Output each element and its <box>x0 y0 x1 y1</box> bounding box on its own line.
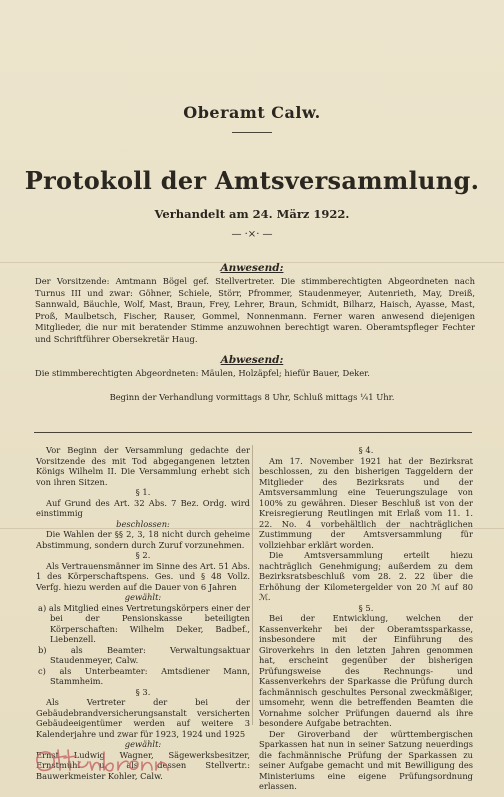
present-text: Der Vorsitzende: Amtmann Bögel gef. Stellvertreter. Die stimmberechtigten Abgeordneten nach Turnus III und zwar: Göhner, Schiele, Störr, Pfrommer, Staudenmeyer, Autenrieth, May, Dreiß, Sannwald, Bäuchle, Wolf, Mast, Braun, Frey, Lehrer, Braun, Schmidt, Bilharz, Haisch, Ayasse, Mast, Proß, Maulbetsch, Fischer, Rauser, Gommel, Nonnenmann. Ferner waren anwesend diejenigen Mitglieder, die nur mit beratender Stimme anzuwohnen berechtigt waren. Oberamtspfleger Fechter und Schriftführer Obersekretär Haug. <box>35 276 475 344</box>
section-1-heading: § 1. <box>135 487 151 497</box>
section-2-elected: gewählt: <box>124 592 162 602</box>
section-2-item-a: a) als Mitglied eines Vertretungskörpers einer der bei der Pensionskasse beteiligten Körperschaften: Wilhelm Deker, Badbef., Liebenzell. <box>38 602 250 644</box>
section-3-heading: § 3. <box>135 686 151 697</box>
section-1-text: Auf Grund des Art. 32 Abs. 7 Bez. Ordg. wird einstimmig <box>36 497 250 518</box>
section-3-names: Ernst Ludwig Wagner, Sägewerksbesitzer, Ernstmühl u. als dessen Stellvertr.: Bauwerkmeister Kohler, Calw. <box>36 749 250 781</box>
section-2-item-b: b) als Beamter: Verwaltungsaktuar Staudenmeyer, Calw. <box>38 644 250 665</box>
section-4-text-1: Am 17. November 1921 hat der Bezirksrat beschlossen, zu den bisherigen Taggeldern der Mitglieder des Bezirksrats und der Amtsversammlung eine Teuerungszulage von 100% zu gewähren. Dieser Beschluß ist von der Kreisregierung Reutlingen mit Erlaß vom 11. 1. 22. No. 4 vorbehältlich der nachträglichen Zustimmung der Amtsversammlung für vollziehbar erklärt worden. <box>259 455 473 550</box>
section-1-decision: Die Wahlen der §§ 2, 3, 18 nicht durch geheime Abstimmung, sondern durch Zuruf vorzunehmen. <box>36 529 250 550</box>
office-heading: Oberamt Calw. <box>183 103 321 122</box>
ornament-divider: — ·×· — <box>231 229 273 240</box>
absent-text: Die stimmberechtigten Abgeordneten: Mäulen, Holzäpfel; hiefür Bauer, Deker. <box>35 368 370 378</box>
section-2-item-c: c) als Unterbeamter: Amtsdiener Mann, Stammheim. <box>38 665 250 686</box>
heading-rule <box>232 132 272 133</box>
section-5-text-2: Der Giroverband der württembergischen Sparkassen hat nun in seiner Satzung neuerdings die fachmännische Prüfung der Sparkassen zu seiner Aufgabe gemacht und mit Bewilligung des Ministeriums eine eigene Prüfungsordnung erlassen. <box>259 728 473 791</box>
document-title: Protokoll der Amtsversammlung. <box>24 166 480 195</box>
section-4-heading: § 4. <box>358 445 374 455</box>
left-column <box>36 445 250 781</box>
column-divider <box>252 445 253 725</box>
intro-paragraph: Vor Beginn der Versammlung gedachte der Vorsitzende des mit Tod abgegangenen letzten Königs Wilhelm II. Die Versammlung erhebt sich von ihren Sitzen. <box>36 445 250 487</box>
document-date: Verhandelt am 24. März 1922. <box>154 207 350 221</box>
present-heading: Anwesend: <box>220 262 284 274</box>
absent-heading: Abwesend: <box>220 354 284 366</box>
session-times: Beginn der Verhandlung vormittags 8 Uhr, Schluß mittags ¼1 Uhr. <box>109 392 395 402</box>
section-5-text-1: Bei der Entwicklung, welchen der Kassenverkehr bei der Oberamtssparkasse, insbesondere mit der Einführung des Giroverkehrs in den letzten Jahren genommen hat, erscheint gegenüber der bisherigen Prüfungsweise des Rechnungs- und Kassenverkehrs der Sparkasse die Prüfung durch fachmännisch geschultes Personal zweckmäßiger, umsomehr, wenn die betreffenden Beamten die Vornahme solcher Prüfungen dauernd als ihre besondere Aufgabe betrachten. <box>259 613 473 728</box>
section-3-text: Als Vertreter der bei der Gebäudebrandversicherungsanstalt versicherten Gebäudeeigentümer werden auf weitere 3 Kalenderjahre und zwar für 1923, 1924 und 1925 <box>36 697 250 739</box>
section-3-elected: gewählt: <box>124 739 162 749</box>
section-rule <box>34 432 472 433</box>
right-column <box>259 445 473 792</box>
handwritten-signature <box>30 742 180 782</box>
section-1-decided: beschlossen: <box>116 518 170 529</box>
section-5-heading: § 5. <box>358 602 374 613</box>
section-2-text: Als Vertrauensmänner im Sinne des Art. 51 Abs. 1 des Körperschaftspens. Ges. und § 48 Vollz. Verfg. hiezu werden auf die Dauer von 6 Jahren <box>36 560 250 592</box>
section-2-heading: § 2. <box>135 550 151 560</box>
section-4-text-2: Die Amtsversammlung erteilt hiezu nachträglich Genehmigung; außerdem zu dem Bezirksratsbeschluß vom 28. 2. 22 über die Erhöhung der Kilometergelder von 20 ℳ auf 80 ℳ. <box>259 550 473 602</box>
